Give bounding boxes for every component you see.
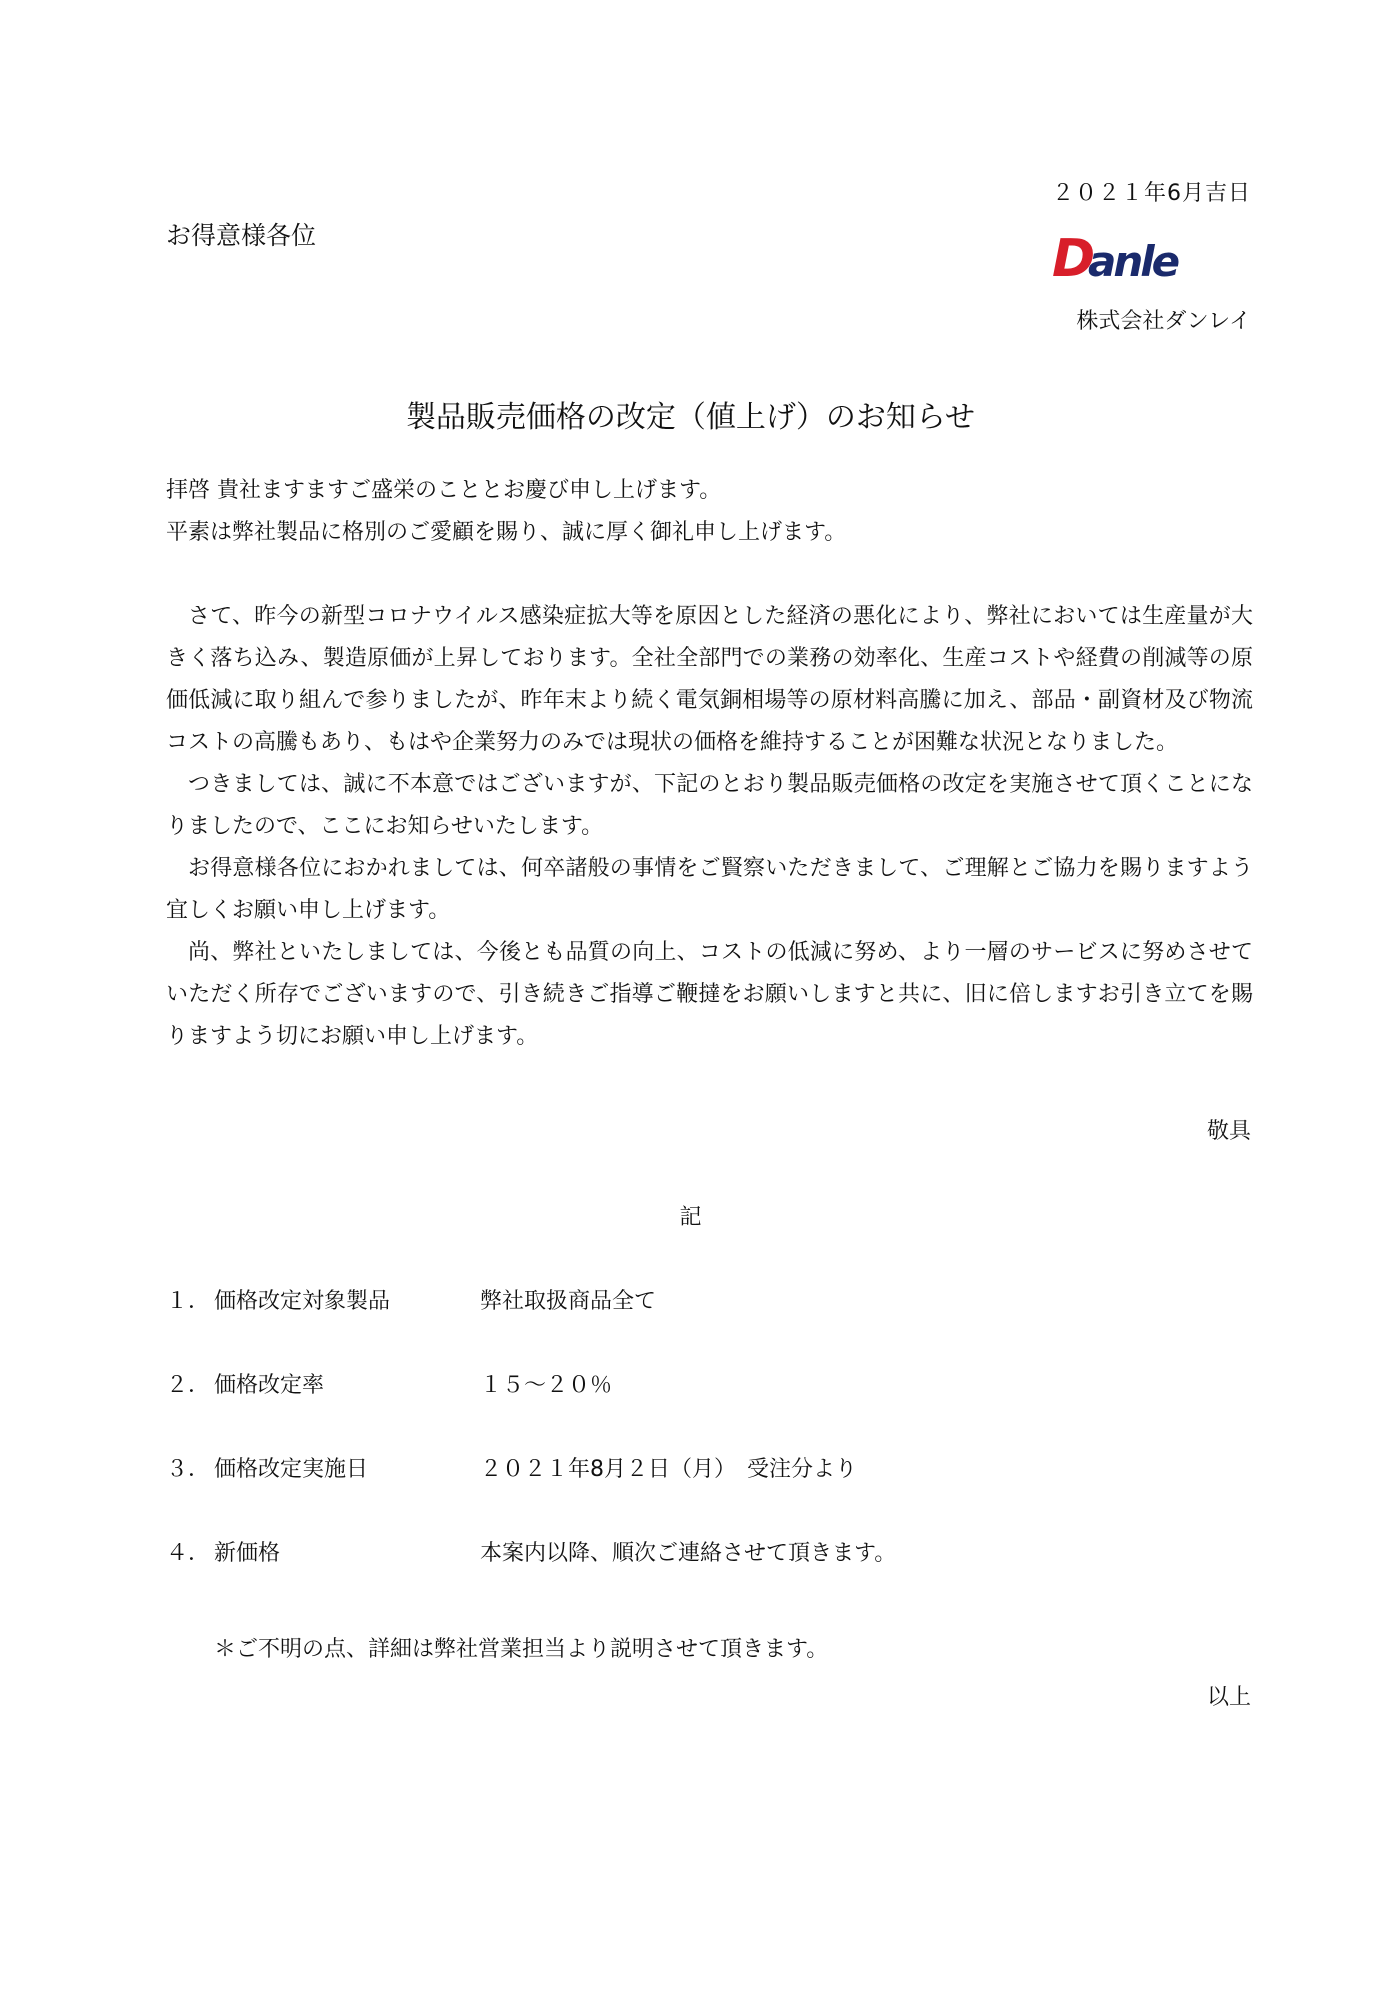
item-number: ３． <box>166 1457 211 1482</box>
greeting-line: 平素は弊社製品に格別のご愛顧を賜り、誠に厚く御礼申し上げます。 <box>166 520 847 545</box>
company-name: 株式会社ダンレイ <box>1076 309 1251 334</box>
body-text <box>166 596 1253 1058</box>
recipient: お得意様各位 <box>166 221 317 250</box>
item-value: １５～２０％ <box>480 1373 613 1398</box>
page-title: 製品販売価格の改定（値上げ）のお知らせ <box>405 400 976 435</box>
greeting <box>166 470 1253 554</box>
item-value: 弊社取扱商品全て <box>480 1289 657 1314</box>
item-number: ４． <box>166 1541 211 1566</box>
closing-keigu: 敬具 <box>1206 1119 1251 1144</box>
body-paragraph: 尚、弊社といたしましては、今後とも品質の向上、コストの低減に努め、より一層のサービスに努めさせていただく所存でございますので、引き続きご指導ご鞭撻をお願いしますと共に、旧に倍しますお引き立てを賜りますよう切にお願い申し上げます。 <box>166 940 1253 1049</box>
svg-text:anle: anle <box>1088 237 1178 286</box>
document-date: ２０２１年6月吉日 <box>1052 181 1251 206</box>
ki-heading: 記 <box>679 1205 702 1230</box>
item-label: 新価格 <box>214 1541 281 1566</box>
company-logo <box>1052 226 1204 290</box>
end-mark: 以上 <box>1206 1685 1251 1710</box>
item-number: ２． <box>166 1373 211 1398</box>
body-paragraph: さて、昨今の新型コロナウイルス感染症拡大等を原因とした経済の悪化により、弊社においては生産量が大きく落ち込み、製造原価が上昇しております。全社全部門での業務の効率化、生産コストや経費の削減等の原価低減に取り組んで参りましたが、昨年末より続く電気銅相場等の原材料高騰に加え、部品・副資材及び物流コストの高騰もあり、もはや企業努力のみでは現状の価格を維持することが困難な状況となりました。 <box>166 604 1253 755</box>
item-value: 本案内以降、順次ご連絡させて頂きます。 <box>480 1541 897 1566</box>
item-number: １． <box>166 1289 211 1314</box>
item-label: 価格改定対象製品 <box>214 1289 391 1314</box>
body-paragraph: つきましては、誠に不本意ではございますが、下記のとおり製品販売価格の改定を実施させて頂くことになりましたので、ここにお知らせいたします。 <box>166 772 1253 839</box>
item-label: 価格改定率 <box>214 1373 325 1398</box>
body-paragraph: お得意様各位におかれましては、何卒諸般の事情をご賢察いただきまして、ご理解とご協力を賜りますよう宜しくお願い申し上げます。 <box>166 856 1253 923</box>
note: ＊ご不明の点、詳細は弊社営業担当より説明させて頂きます。 <box>214 1637 829 1662</box>
item-value: ２０２１年8月２日（月） 受注分より <box>480 1457 857 1482</box>
item-label: 価格改定実施日 <box>214 1457 369 1482</box>
svg-text:D: D <box>1052 229 1093 289</box>
greeting-line: 拝啓 貴社ますますご盛栄のこととお慶び申し上げます。 <box>166 478 722 503</box>
